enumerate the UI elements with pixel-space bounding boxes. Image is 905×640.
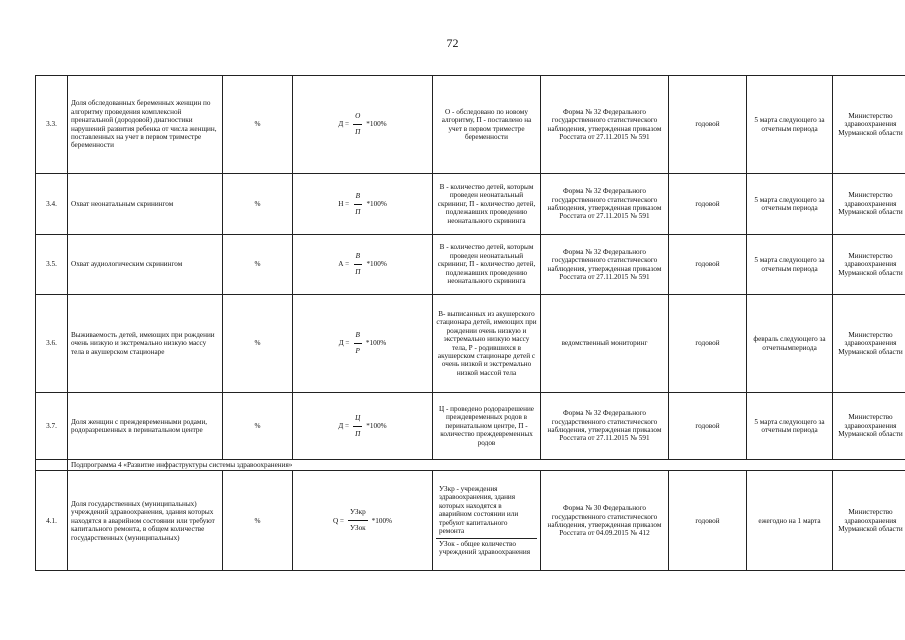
- formula-cell: [293, 471, 433, 571]
- formula-lhs: Н =: [338, 199, 350, 208]
- formula-numerator: О: [353, 109, 362, 125]
- unit: %: [223, 76, 293, 174]
- table-row: [36, 295, 905, 393]
- periodicity: годовой: [669, 471, 747, 571]
- formula-multiplier: *100%: [366, 199, 387, 208]
- page-number: 72: [446, 36, 459, 50]
- unit: %: [223, 174, 293, 235]
- periodicity: годовой: [669, 393, 747, 460]
- unit: %: [223, 235, 293, 295]
- formula-fraction: [353, 189, 362, 220]
- formula-denominator: П: [355, 268, 361, 276]
- deadline: февраль следующего за отчетнымпериода: [747, 295, 833, 393]
- formula-numerator: УЗкр: [348, 505, 368, 521]
- row-number: 3.5.: [36, 235, 68, 295]
- table-row: [36, 471, 905, 571]
- formula-fraction: [353, 411, 362, 442]
- periodicity: годовой: [669, 235, 747, 295]
- data-source: Форма № 32 Федерального государственного статистического наблюдения, утвержденная приказом Росстата от 27.11.2015 № 591: [541, 393, 669, 460]
- responsible: Министерство здравоохранения Мурманской области: [833, 174, 905, 235]
- formula-cell: [293, 235, 433, 295]
- data-source: Форма № 32 Федерального государственного статистического наблюдения, утвержденная приказом Росстата от 27.11.2015 № 591: [541, 235, 669, 295]
- formula-multiplier: *100%: [366, 260, 387, 269]
- deadline: 5 марта следующего за отчетным периода: [747, 76, 833, 174]
- table-row: [36, 174, 905, 235]
- formula: [338, 109, 386, 140]
- indicator-name: Доля обследованных беременных женщин по алгоритму проведения комплексной пренатальной (дородовой) диагностики нарушений развития ребенка от числа женщин, поставленных на учет в первом триместре беременности: [68, 76, 223, 174]
- formula-multiplier: *100%: [371, 516, 393, 525]
- formula: [338, 411, 386, 442]
- formula: [333, 505, 392, 536]
- unit: %: [223, 295, 293, 393]
- formula-multiplier: *100%: [365, 339, 387, 348]
- unit: %: [223, 471, 293, 571]
- formula-numerator: В: [354, 189, 362, 205]
- formula-fraction: [348, 505, 368, 536]
- formula-fraction: [353, 249, 362, 280]
- deadline: ежегодно на 1 марта: [747, 471, 833, 571]
- formula-explanation: О - обследовано по новому алгоритму, П - поставлено на учет в первом триместре беременности: [433, 76, 541, 174]
- data-source: Форма № 32 Федерального государственного статистического наблюдения, утвержденная приказом Росстата от 27.11.2015 № 591: [541, 174, 669, 235]
- explanation-denominator: УЗок - общее количество учреждений здравоохранения: [439, 540, 531, 557]
- formula-lhs: Q =: [332, 516, 344, 525]
- formula-lhs: А =: [338, 260, 350, 269]
- table-row: [36, 393, 905, 460]
- formula-explanation: Ц - проведено родоразрешение преждевременных родов в перинатальном центре, П - количество преждевременных родов: [433, 393, 541, 460]
- formula-numerator: Ц: [353, 411, 362, 427]
- row-number: 3.3.: [36, 76, 68, 174]
- formula-numerator: В: [354, 328, 362, 344]
- formula-cell: [293, 295, 433, 393]
- data-source: ведомственный мониторинг: [541, 295, 669, 393]
- data-source: Форма № 30 Федерального государственного статистического наблюдения, утвержденная приказом Росстата от 04.09.2015 № 412: [541, 471, 669, 571]
- row-number: 3.4.: [36, 174, 68, 235]
- deadline: 5 марта следующего за отчетным периода: [747, 393, 833, 460]
- row-number: 3.6.: [36, 295, 68, 393]
- formula-denominator: Р: [355, 347, 360, 355]
- formula-explanation: В - количество детей, которым проведен неонатальный скрининг, П - количество детей, подлежавших проведению неонатального скрининга: [433, 174, 541, 235]
- responsible: Министерство здравоохранения Мурманской области: [833, 295, 905, 393]
- indicators-table: [35, 75, 905, 571]
- subprogram-num-cell: [36, 460, 68, 471]
- formula: [338, 249, 387, 280]
- data-source: Форма № 32 Федерального государственного статистического наблюдения, утвержденная приказом Росстата от 27.11.2015 № 591: [541, 76, 669, 174]
- indicator-name: Доля женщин с преждевременными родами, родоразрешенных в перинатальном центре: [68, 393, 223, 460]
- formula-lhs: Д =: [338, 120, 350, 129]
- formula-denominator: УЗок: [349, 524, 366, 533]
- subprogram-title: Подпрограмма 4 «Развитие инфраструктуры системы здравоохранения»: [68, 460, 905, 471]
- indicator-name: Выживаемость детей, имеющих при рождении очень низкую и экстремально низкую массу тела в акушерском стационаре: [68, 295, 223, 393]
- indicator-name: Охват аудиологическим скринингом: [68, 235, 223, 295]
- periodicity: годовой: [669, 174, 747, 235]
- responsible: Министерство здравоохранения Мурманской области: [833, 235, 905, 295]
- deadline: 5 марта следующего за отчетным периода: [747, 235, 833, 295]
- row-number: 4.1.: [36, 471, 68, 571]
- formula-explanation: [433, 471, 541, 571]
- formula-denominator: П: [355, 128, 361, 136]
- formula-multiplier: *100%: [366, 421, 387, 430]
- formula-multiplier: *100%: [366, 120, 387, 129]
- row-number: 3.7.: [36, 393, 68, 460]
- formula-cell: [293, 76, 433, 174]
- formula-lhs: Д =: [338, 421, 350, 430]
- formula-denominator: П: [355, 429, 361, 438]
- table-row: [36, 76, 905, 174]
- formula-cell: [293, 174, 433, 235]
- formula-numerator: В: [354, 249, 362, 265]
- formula-explanation: В - количество детей, которым проведен неонатальный скрининг, П - количество детей, подлежавших проведению неонатального скрининга: [433, 235, 541, 295]
- unit: %: [223, 393, 293, 460]
- responsible: Министерство здравоохранения Мурманской области: [833, 471, 905, 571]
- periodicity: годовой: [669, 76, 747, 174]
- formula-fraction: [353, 109, 362, 140]
- formula-denominator: П: [355, 207, 361, 216]
- formula: [338, 189, 387, 220]
- table-row: [36, 235, 905, 295]
- explanation-numerator: УЗкр - учреждения здравоохранения, здания которых находятся в аварийном состоянии или требуют капитального ремонта: [436, 484, 537, 539]
- formula: [339, 328, 387, 359]
- formula-lhs: Д =: [338, 339, 350, 348]
- periodicity: годовой: [669, 295, 747, 393]
- deadline: 5 марта следующего за отчетным периода: [747, 174, 833, 235]
- indicator-name: Доля государственных (муниципальных) учреждений здравоохранения, здания которых находятся в аварийном состоянии или требуют капитального ремонта, в общем количестве государственных (муниципальных): [68, 471, 223, 571]
- responsible: Министерство здравоохранения Мурманской области: [833, 393, 905, 460]
- formula-cell: [293, 393, 433, 460]
- formula-fraction: [354, 328, 362, 359]
- indicator-name: Охват неонатальным скринингом: [68, 174, 223, 235]
- responsible: Министерство здравоохранения Мурманской области: [833, 76, 905, 174]
- formula-explanation: В- выписанных из акушерского стационара детей, имеющих при рождении очень низкую и экстремально низкую массу тела, Р - родившихся в акушерском стационаре детей с очень низкой и экстремально низкой массой тела: [433, 295, 541, 393]
- subprogram-row: [36, 460, 905, 471]
